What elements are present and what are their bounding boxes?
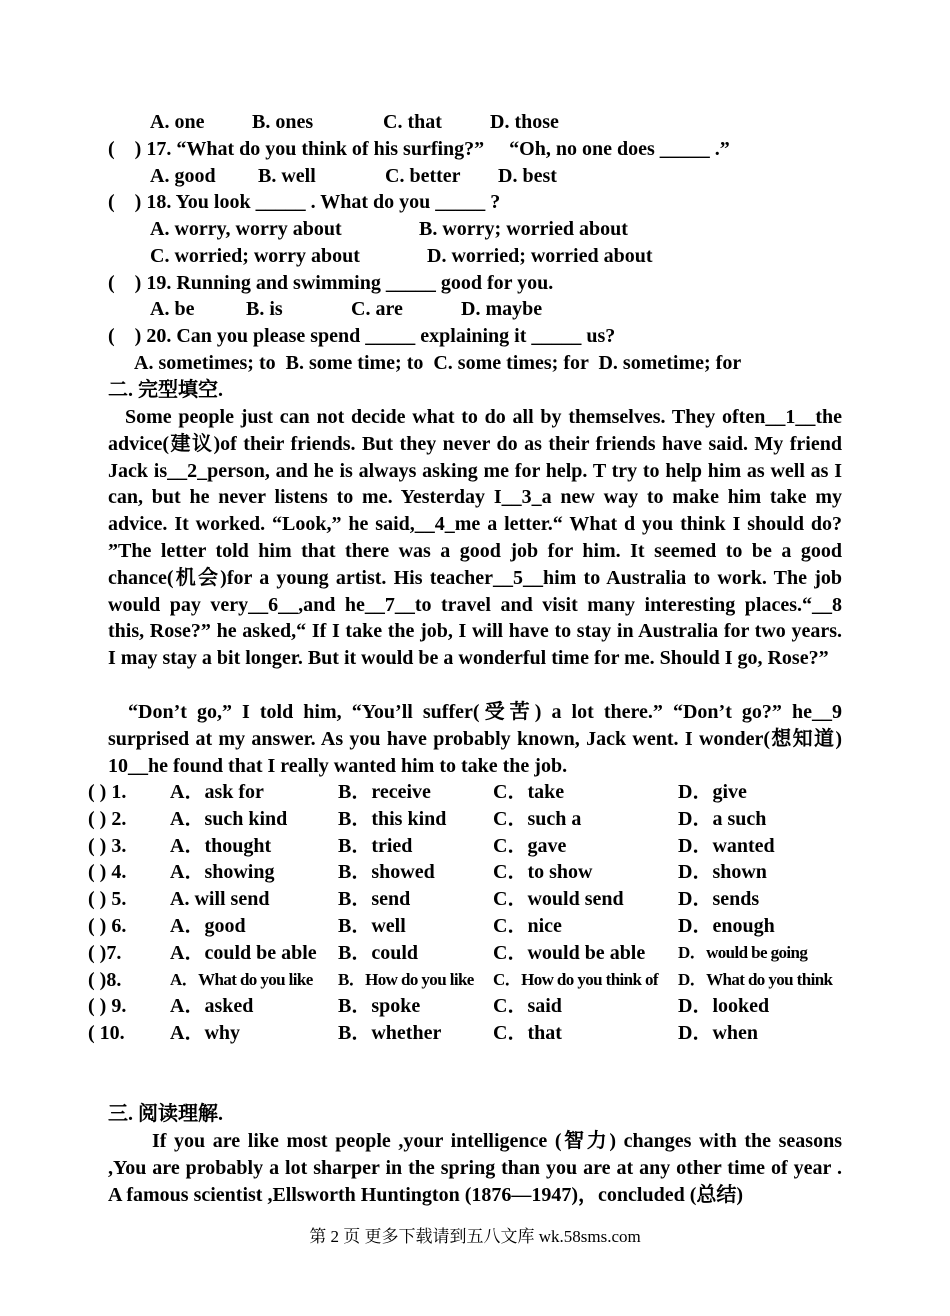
cloze-row: [88, 833, 848, 860]
cloze-row: [88, 806, 848, 833]
cloze-row: [88, 859, 848, 886]
cloze-option-b: B．receive: [338, 781, 431, 803]
cloze-option-b: B．How do you like: [338, 969, 474, 989]
cloze-option-d: D．a such: [678, 807, 767, 830]
cloze-option-a: A．asked: [170, 995, 254, 1018]
q18-stem: ( ) 18. You look _____ . What do you _____ ?: [108, 191, 501, 213]
cloze-option-c: C．that: [493, 1022, 562, 1045]
cloze-option-d: D．enough: [678, 914, 775, 937]
cloze-option-c: C．take: [493, 781, 565, 803]
section2-passage-para1: Some people just can not decide what to do all by themselves. They often__1__the advice(建议)of their friends. But they never do as their friends have said. My friend Jack is__2_person, and he is always asking me for help. T try to help him as well as I can, but he never listens to me. Yesterday I__3_a new way to make him take my advice. It worked. “Look,” he said,__4_me a letter.“ What d you think I should do? ”The letter told him that there was a good job for him. It seemed to be a good chance(机会)for a young artist. His teacher__5__him to Australia to work. The job would pay very__6__,and he__7__to travel and visit many interesting places.“__8 this, Rose?” he asked,“ If I take the job, I will have to stay in Australia for two years. I may stay a bit longer. But it would be a wonderful time for me. Should I go, Rose?”: [108, 406, 842, 670]
cloze-option-a: A．ask for: [170, 781, 264, 803]
cloze-row: [88, 1020, 848, 1047]
cloze-option-b: B．spoke: [338, 995, 421, 1018]
cloze-option-d: D．looked: [678, 995, 770, 1018]
q17-option-d: D. best: [498, 165, 557, 187]
q20-options: A. sometimes; to B. some time; to C. some times; for D. sometime; for: [134, 352, 742, 374]
cloze-option-d: D．would be going: [678, 942, 808, 962]
cloze-option-c: C．would be able: [493, 941, 646, 964]
cloze-option-d: D．when: [678, 1022, 759, 1045]
q18-options-row1: [150, 216, 628, 242]
cloze-number: ( ) 3.: [88, 834, 127, 857]
cloze-option-a: A．good: [170, 914, 246, 937]
cloze-number: ( ) 9.: [88, 995, 127, 1018]
cloze-option-d: D．sends: [678, 888, 760, 911]
q20-stem: ( ) 20. Can you please spend _____ explaining it _____ us?: [108, 325, 616, 347]
cloze-number: ( ) 5.: [88, 888, 127, 911]
q18-options-row2: [150, 243, 653, 269]
cloze-number: ( ) 2.: [88, 807, 127, 830]
cloze-option-c: C．said: [493, 995, 562, 1018]
cloze-option-b: B．send: [338, 888, 411, 911]
page-footer: 第 2 页 更多下载请到五八文库 wk.58sms.com: [309, 1227, 641, 1246]
cloze-option-a: A．why: [170, 1022, 241, 1045]
cloze-number: ( ) 4.: [88, 861, 127, 884]
cloze-option-b: B．showed: [338, 861, 435, 884]
cloze-option-d: D．wanted: [678, 834, 775, 857]
cloze-option-c: C．How do you think of: [493, 969, 658, 989]
q17-stem: ( ) 17. “What do you think of his surfing?” “Oh, no one does _____ .”: [108, 138, 730, 160]
cloze-row: [88, 886, 848, 913]
cloze-row: [88, 913, 848, 940]
q19-stem: ( ) 19. Running and swimming _____ good for you.: [108, 272, 554, 294]
cloze-option-d: D．What do you think: [678, 969, 833, 989]
cloze-option-c: C．such a: [493, 807, 582, 830]
section2-heading: 二. 完型填空.: [108, 379, 223, 401]
cloze-number: ( ) 1.: [88, 781, 127, 803]
q17-option-a: A. good: [150, 165, 216, 187]
section3-heading: 三. 阅读理解.: [108, 1103, 223, 1125]
q17-options: [150, 163, 557, 189]
q18-option-c: C. worried; worry about: [150, 245, 360, 267]
q16-option-c: C. that: [383, 111, 442, 133]
q18-option-d: D. worried; worried about: [427, 245, 653, 267]
q19-options: [150, 296, 542, 322]
cloze-number: ( )8.: [88, 968, 122, 991]
q16-option-a: A. one: [150, 111, 205, 133]
cloze-option-c: C．would send: [493, 888, 624, 911]
cloze-option-a: A．What do you like: [170, 969, 313, 989]
cloze-option-d: D．give: [678, 781, 747, 803]
cloze-option-c: C．nice: [493, 914, 562, 937]
q18-option-a: A. worry, worry about: [150, 218, 342, 240]
q19-option-a: A. be: [150, 298, 195, 320]
cloze-option-a: A．such kind: [170, 807, 288, 830]
cloze-row: [88, 779, 848, 806]
cloze-number: ( )7.: [88, 941, 122, 964]
cloze-option-b: B．well: [338, 914, 406, 937]
q19-option-d: D. maybe: [461, 298, 543, 320]
cloze-option-b: B．could: [338, 941, 419, 964]
cloze-number: ( 10.: [88, 1022, 125, 1045]
cloze-option-c: C．gave: [493, 834, 567, 857]
q18-option-b: B. worry; worried about: [419, 218, 628, 240]
cloze-row: [88, 940, 848, 967]
q16-option-b: B. ones: [252, 111, 314, 133]
q19-option-b: B. is: [246, 298, 283, 320]
cloze-option-a: A．could be able: [170, 941, 317, 964]
cloze-row: [88, 993, 848, 1020]
cloze-option-b: B．this kind: [338, 807, 447, 830]
cloze-option-a: A．showing: [170, 861, 275, 884]
cloze-option-b: B．whether: [338, 1022, 442, 1045]
q19-option-c: C. are: [351, 298, 403, 320]
q17-option-c: C. better: [385, 165, 461, 187]
cloze-option-a: A. will send: [170, 888, 270, 911]
cloze-row: [88, 967, 848, 994]
cloze-option-b: B．tried: [338, 834, 413, 857]
cloze-option-c: C．to show: [493, 861, 593, 884]
cloze-number: ( ) 6.: [88, 914, 127, 937]
q17-option-b: B. well: [258, 165, 316, 187]
section2-passage-para2: “Don’t go,” I told him, “You’ll suffer(受苦) a lot there.” “Don’t go?” he__9 surprised at my answer. As you have probably known, Jack went. I wonder(想知道) 10__he found that I really wanted him to take the job.: [108, 701, 842, 777]
cloze-option-a: A．thought: [170, 834, 272, 857]
cloze-option-d: D．shown: [678, 861, 767, 884]
q16-option-d: D. those: [490, 111, 559, 133]
q16-options: [150, 109, 559, 135]
cloze-options-table: [88, 779, 848, 1047]
section3-passage-para1: If you are like most people ,your intelligence (智力) changes with the seasons ,You are probably a lot sharper in the spring than you are at any other time of year . A famous scientist ,Ellsworth Huntington (1876—1947)，concluded (总结): [108, 1130, 842, 1206]
